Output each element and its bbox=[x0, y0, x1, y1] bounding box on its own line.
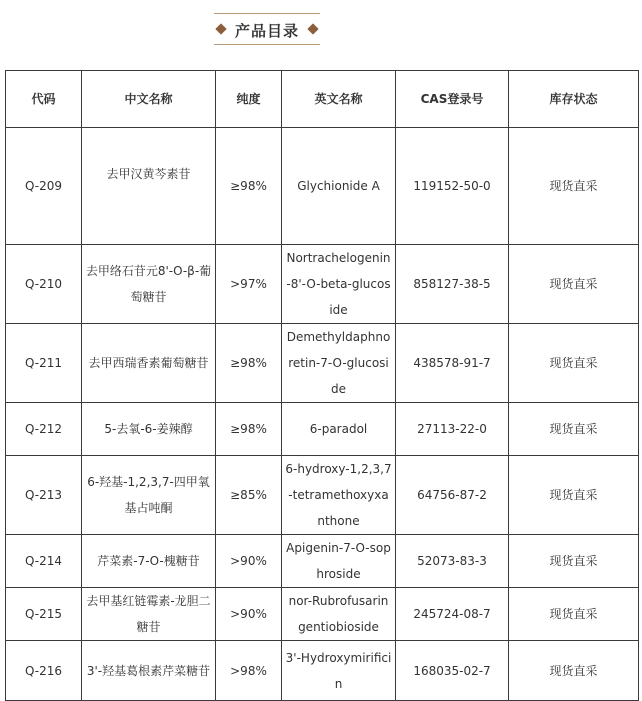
section-title-banner bbox=[214, 10, 320, 48]
cell-code: Q-211 bbox=[6, 324, 82, 403]
cell-code: Q-213 bbox=[6, 456, 82, 535]
cell-code: Q-212 bbox=[6, 403, 82, 456]
cell-cn-name: 6-羟基-1,2,3,7-四甲氧基占吨酮 bbox=[82, 456, 216, 535]
cell-status: 现货直采 bbox=[509, 245, 639, 324]
cell-code: Q-215 bbox=[6, 588, 82, 641]
cell-purity: >98% bbox=[216, 641, 282, 701]
cell-cn-name: 去甲络石苷元8'-O-β-葡萄糖苷 bbox=[82, 245, 216, 324]
header-en-name: 英文名称 bbox=[282, 71, 396, 128]
header-cn-name: 中文名称 bbox=[82, 71, 216, 128]
banner-top-rule bbox=[214, 13, 320, 14]
cell-code: Q-209 bbox=[6, 128, 82, 245]
cell-en-name: 6-hydroxy-1,2,3,7-tetramethoxyxanthone bbox=[282, 456, 396, 535]
cell-cn-name: 去甲基红链霉素-龙胆二糖苷 bbox=[82, 588, 216, 641]
cell-en-name: 3'-Hydroxymirificin bbox=[282, 641, 396, 701]
cell-cas: 64756-87-2 bbox=[396, 456, 509, 535]
cell-cas: 52073-83-3 bbox=[396, 535, 509, 588]
cell-en-name: Apigenin-7-O-sophroside bbox=[282, 535, 396, 588]
product-catalog-table bbox=[5, 70, 639, 701]
cell-status: 现货直采 bbox=[509, 641, 639, 701]
cell-cn-name: 5-去氧-6-姜辣醇 bbox=[82, 403, 216, 456]
cell-purity: ≥98% bbox=[216, 128, 282, 245]
cell-en-name: Nortrachelogenin-8'-O-beta-glucoside bbox=[282, 245, 396, 324]
table-header-row bbox=[6, 71, 639, 128]
cell-purity: ≥98% bbox=[216, 324, 282, 403]
table-row bbox=[6, 588, 639, 641]
cell-status: 现货直采 bbox=[509, 456, 639, 535]
cell-code: Q-210 bbox=[6, 245, 82, 324]
cell-status: 现货直采 bbox=[509, 128, 639, 245]
header-cas: CAS登录号 bbox=[396, 71, 509, 128]
table-row bbox=[6, 403, 639, 456]
cell-purity: >90% bbox=[216, 535, 282, 588]
cell-code: Q-214 bbox=[6, 535, 82, 588]
table-row bbox=[6, 456, 639, 535]
cell-cas: 245724-08-7 bbox=[396, 588, 509, 641]
table-row bbox=[6, 641, 639, 701]
table-row bbox=[6, 535, 639, 588]
cell-cas: 438578-91-7 bbox=[396, 324, 509, 403]
table-row bbox=[6, 324, 639, 403]
cell-status: 现货直采 bbox=[509, 535, 639, 588]
diamond-right-icon bbox=[307, 23, 318, 34]
cell-en-name: nor-Rubrofusarin gentiobioside bbox=[282, 588, 396, 641]
cell-en-name: 6-paradol bbox=[282, 403, 396, 456]
cell-en-name: Demethyldaphnoretin-7-O-glucoside bbox=[282, 324, 396, 403]
cell-cn-name: 去甲汉黄芩素苷 bbox=[106, 167, 191, 181]
cell-cn-name: 芹菜素-7-O-槐糖苷 bbox=[82, 535, 216, 588]
cell-cas: 119152-50-0 bbox=[396, 128, 509, 245]
cell-purity: ≥98% bbox=[216, 403, 282, 456]
cell-purity: >97% bbox=[216, 245, 282, 324]
cell-status: 现货直采 bbox=[509, 403, 639, 456]
header-purity: 纯度 bbox=[216, 71, 282, 128]
header-code: 代码 bbox=[6, 71, 82, 128]
cell-code: Q-216 bbox=[6, 641, 82, 701]
cell-status: 现货直采 bbox=[509, 588, 639, 641]
cell-en-name: Glychionide A bbox=[282, 128, 396, 245]
cell-cn-name: 去甲西瑞香素葡萄糖苷 bbox=[82, 324, 216, 403]
cell-cas: 168035-02-7 bbox=[396, 641, 509, 701]
diamond-left-icon bbox=[215, 23, 226, 34]
cell-purity: >90% bbox=[216, 588, 282, 641]
header-status: 库存状态 bbox=[509, 71, 639, 128]
cell-cas: 858127-38-5 bbox=[396, 245, 509, 324]
cell-cas: 27113-22-0 bbox=[396, 403, 509, 456]
cell-status: 现货直采 bbox=[509, 324, 639, 403]
table-row bbox=[6, 245, 639, 324]
cell-purity: ≥85% bbox=[216, 456, 282, 535]
banner-bottom-rule bbox=[214, 44, 320, 45]
cell-cn-name: 3'-羟基葛根素芹菜糖苷 bbox=[82, 641, 216, 701]
section-title: 产品目录 bbox=[234, 22, 299, 40]
table-row bbox=[6, 128, 639, 245]
